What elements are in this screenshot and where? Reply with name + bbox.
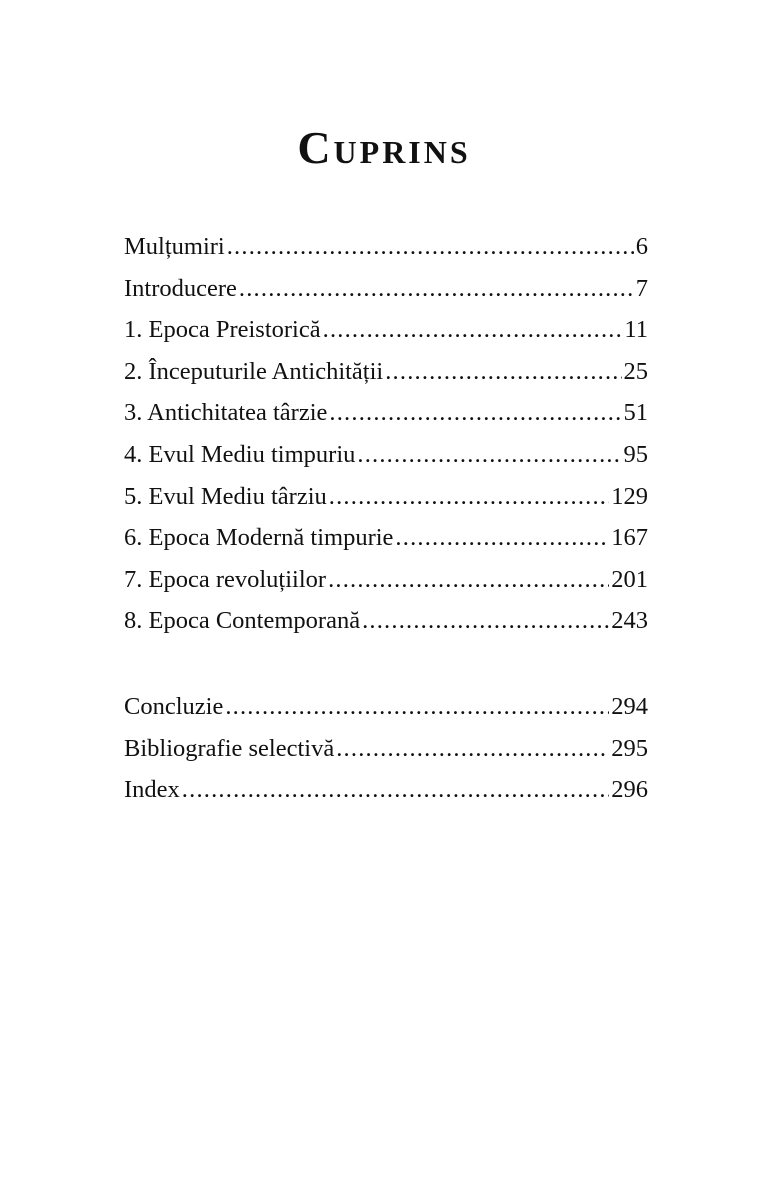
toc-entry-label: Bibliografie selectivă [124, 734, 335, 762]
toc-entry-page: 295 [611, 734, 648, 762]
toc-back-matter-list [124, 686, 648, 811]
toc-entry-label: 7. Epoca revoluțiilor [124, 565, 327, 593]
toc-entry-label: Introducere [124, 274, 237, 302]
toc-entry [124, 600, 648, 642]
toc-entry-page: 129 [611, 482, 648, 510]
toc-entry [124, 392, 648, 434]
toc-entry-label: Concluzie [124, 693, 224, 720]
toc-entry-page: 243 [611, 607, 648, 635]
toc-entry-page: 11 [624, 316, 648, 344]
toc-entry [124, 769, 648, 811]
dot-leader [357, 434, 621, 476]
toc-entry [124, 517, 648, 559]
toc-entry-label: 4. Evul Mediu timpuriu [124, 440, 356, 468]
toc-entry [124, 476, 648, 518]
toc-entry [124, 226, 648, 268]
dot-leader [385, 351, 621, 393]
toc-entry-page: 167 [611, 524, 648, 552]
toc-entry-page: 7 [635, 274, 648, 302]
page-title: Cuprins [297, 122, 471, 173]
toc-entry-label: Mulțumiri [124, 233, 225, 260]
toc-entry-label: 6. Epoca Modernă timpurie [124, 524, 394, 552]
toc-entry-label: 2. Începuturile Antichității [124, 357, 384, 385]
toc-entry-page: 95 [623, 440, 648, 468]
dot-leader [323, 309, 623, 351]
toc-entry [124, 559, 648, 601]
dot-leader [225, 686, 609, 728]
dot-leader [362, 600, 609, 642]
toc-entry-label: 8. Epoca Contemporană [124, 607, 361, 635]
toc-entry-page: 6 [635, 233, 648, 260]
toc-entry [124, 268, 648, 310]
toc-entry-page: 296 [611, 776, 648, 804]
dot-leader [328, 559, 609, 601]
dot-leader [395, 517, 609, 559]
toc-entry-page: 25 [623, 357, 648, 385]
toc-entry [124, 434, 648, 476]
toc-entry [124, 728, 648, 770]
toc-entry-page: 294 [611, 693, 648, 720]
toc-entry-label: 3. Antichitatea târzie [124, 399, 328, 427]
dot-leader [329, 476, 609, 518]
dot-leader [182, 769, 609, 811]
toc-entry [124, 351, 648, 393]
toc-entry-label: 1. Epoca Preistorică [124, 316, 321, 344]
toc-entry-label: 5. Evul Mediu târziu [124, 482, 327, 510]
dot-leader [336, 728, 609, 770]
toc-entry [124, 686, 648, 728]
toc-entry-label: Index [124, 776, 180, 804]
dot-leader [227, 226, 634, 268]
dot-leader [239, 268, 634, 310]
dot-leader [329, 392, 621, 434]
toc-entry-page: 51 [623, 399, 648, 427]
toc-entry-page: 201 [611, 565, 648, 593]
toc-entry [124, 309, 648, 351]
toc-main-list [124, 226, 648, 642]
